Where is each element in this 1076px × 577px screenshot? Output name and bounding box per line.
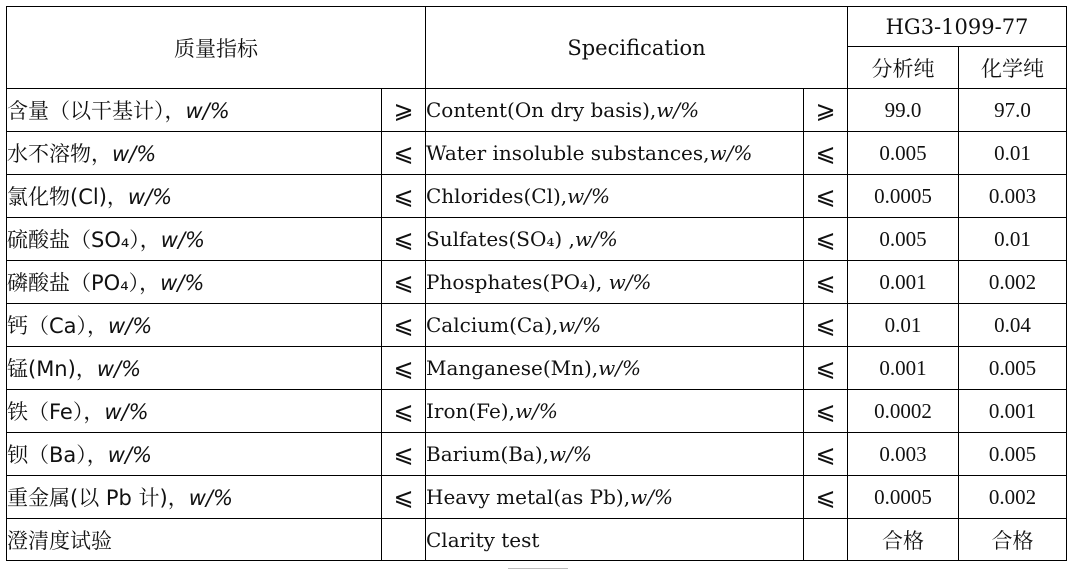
item-name-en: [426, 519, 804, 561]
cell-text: ⩽: [393, 483, 414, 511]
value-chemical-grade: [959, 433, 1067, 476]
cell-text: ⩽: [393, 397, 414, 425]
unit-label: w/%: [188, 486, 233, 510]
comparison-symbol-en: [804, 89, 848, 132]
table-row: [7, 476, 1067, 519]
comparison-symbol-zh: [382, 89, 426, 132]
cell-text: 0.005: [988, 441, 1037, 466]
item-name-zh: [7, 175, 382, 218]
item-name-en: [426, 476, 804, 519]
header-grade-chemical: 化学纯: [959, 47, 1067, 89]
cell-text: 合格: [882, 528, 925, 553]
comparison-symbol-zh: [382, 347, 426, 390]
comparison-symbol-en: [804, 304, 848, 347]
cell-text: ⩽: [815, 440, 836, 468]
header-specification: Specification: [426, 7, 848, 89]
comparison-symbol-en: [804, 132, 848, 175]
unit-label: w/%: [107, 443, 152, 467]
table-row: [7, 519, 1067, 561]
specification-table: [6, 6, 1067, 561]
unit-label: w/%: [108, 314, 153, 338]
comparison-symbol-zh: [382, 175, 426, 218]
item-name-zh: [7, 390, 382, 433]
cell-text: Heavy metal(as Pb),: [426, 485, 631, 509]
value-analytical-grade: [848, 175, 959, 218]
value-chemical-grade: [959, 347, 1067, 390]
unit-label: w/%: [567, 184, 611, 208]
value-analytical-grade: [848, 347, 959, 390]
cell-text: 0.001: [879, 355, 927, 380]
comparison-symbol-en: [804, 433, 848, 476]
unit-label: w/%: [160, 228, 205, 252]
cell-text: ⩽: [815, 397, 836, 425]
comparison-symbol-en: [804, 347, 848, 390]
comparison-symbol-en: [804, 175, 848, 218]
unit-label: w/%: [96, 357, 142, 381]
value-chemical-grade: [959, 261, 1067, 304]
cell-text: ⩽: [815, 139, 836, 167]
value-chemical-grade: [959, 175, 1067, 218]
item-name-en: [426, 175, 804, 218]
item-name-zh: [7, 89, 382, 132]
cell-text: ⩽: [815, 483, 836, 511]
cell-text: 0.003: [879, 441, 927, 466]
cell-text: ⩽: [815, 354, 836, 382]
item-name-en: [426, 390, 804, 433]
cell-text: ⩽: [393, 268, 414, 296]
value-analytical-grade: [848, 390, 959, 433]
comparison-symbol-zh: [382, 304, 426, 347]
comparison-symbol-en: [804, 519, 848, 561]
cell-text: 0.001: [988, 398, 1037, 423]
comparison-symbol-zh: [382, 132, 426, 175]
value-chemical-grade: [959, 519, 1067, 561]
value-analytical-grade: [848, 261, 959, 304]
header-standard: HG3-1099-77: [848, 7, 1067, 47]
cell-text: ⩽: [393, 354, 414, 382]
unit-label: w/%: [656, 98, 700, 122]
value-analytical-grade: [848, 218, 959, 261]
cell-text: 0.01: [994, 226, 1031, 251]
comparison-symbol-zh: [382, 476, 426, 519]
cell-text: 0.002: [988, 269, 1037, 294]
cell-text: ⩽: [393, 182, 414, 210]
comparison-symbol-zh: [382, 519, 426, 561]
value-analytical-grade: [848, 304, 959, 347]
cell-text: 0.003: [988, 183, 1037, 208]
item-name-zh: [7, 132, 382, 175]
cell-text: 0.002: [988, 484, 1037, 509]
cell-text: 0.0005: [874, 183, 932, 208]
value-analytical-grade: [848, 519, 959, 561]
item-name-en: [426, 347, 804, 390]
unit-label: w/%: [574, 227, 618, 251]
cell-text: ⩽: [815, 225, 836, 253]
item-name-en: [426, 132, 804, 175]
table-row: [7, 218, 1067, 261]
cell-text: 钙（Ca），: [7, 314, 109, 338]
cell-text: 0.0005: [874, 484, 932, 509]
value-chemical-grade: [959, 304, 1067, 347]
value-analytical-grade: [848, 433, 959, 476]
comparison-symbol-zh: [382, 390, 426, 433]
item-name-zh: [7, 347, 382, 390]
item-name-en: [426, 261, 804, 304]
cell-text: 氯化物(Cl)，: [7, 185, 128, 209]
item-name-zh: [7, 519, 382, 561]
unit-label: w/%: [160, 271, 205, 295]
unit-label: w/%: [104, 400, 149, 424]
value-chemical-grade: [959, 89, 1067, 132]
cell-text: ⩽: [815, 182, 836, 210]
cell-text: 澄清度试验: [7, 528, 112, 553]
cell-text: ⩾: [393, 96, 414, 124]
unit-label: w/%: [127, 185, 173, 209]
cell-text: 0.005: [988, 355, 1037, 380]
cell-text: 0.005: [879, 226, 927, 251]
value-chemical-grade: [959, 218, 1067, 261]
value-chemical-grade: [959, 390, 1067, 433]
table-row: [7, 304, 1067, 347]
value-analytical-grade: [848, 89, 959, 132]
cell-text: Clarity test: [426, 527, 540, 552]
unit-label: w/%: [185, 99, 230, 123]
table-row: [7, 433, 1067, 476]
cell-text: 合格: [991, 528, 1034, 553]
comparison-symbol-zh: [382, 433, 426, 476]
comparison-symbol-zh: [382, 218, 426, 261]
cell-text: Iron(Fe),: [426, 399, 515, 423]
item-name-en: [426, 304, 804, 347]
cell-text: 重金属(以 Pb 计)，: [7, 486, 189, 510]
item-name-zh: [7, 261, 382, 304]
cell-text: 0.01: [884, 312, 922, 337]
unit-label: w/%: [112, 142, 157, 166]
item-name-en: [426, 218, 804, 261]
table-row: [7, 175, 1067, 218]
cell-text: 磷酸盐（PO₄），: [7, 271, 161, 295]
header-quality-index: 质量指标: [7, 7, 426, 89]
cell-text: ⩾: [815, 96, 836, 124]
cell-text: 0.001: [879, 269, 927, 294]
cell-text: 0.04: [994, 312, 1031, 337]
table-row: [7, 347, 1067, 390]
cell-text: 97.0: [994, 97, 1031, 122]
table-row: [7, 261, 1067, 304]
cell-text: Chlorides(Cl),: [426, 184, 568, 208]
table-row: [7, 132, 1067, 175]
value-analytical-grade: [848, 132, 959, 175]
value-chemical-grade: [959, 476, 1067, 519]
cell-text: 水不溶物，: [7, 142, 112, 166]
comparison-symbol-en: [804, 390, 848, 433]
cell-text: 99.0: [884, 97, 922, 122]
unit-label: w/%: [549, 442, 592, 466]
unit-label: w/%: [514, 399, 558, 423]
cell-text: 钡（Ba），: [7, 443, 108, 467]
item-name-en: [426, 89, 804, 132]
unit-label: w/%: [598, 356, 642, 380]
value-chemical-grade: [959, 132, 1067, 175]
header-grade-analytical: 分析纯: [848, 47, 959, 89]
item-name-en: [426, 433, 804, 476]
cell-text: 0.0002: [874, 398, 932, 423]
unit-label: w/%: [608, 270, 652, 294]
comparison-symbol-en: [804, 261, 848, 304]
cell-text: ⩽: [393, 225, 414, 253]
unit-label: w/%: [558, 313, 602, 337]
table-row: [7, 89, 1067, 132]
cell-text: Water insoluble substances,: [426, 141, 710, 165]
cell-text: Barium(Ba),: [426, 442, 550, 466]
comparison-symbol-en: [804, 218, 848, 261]
value-analytical-grade: [848, 476, 959, 519]
cell-text: ⩽: [815, 311, 836, 339]
unit-label: w/%: [709, 141, 753, 165]
comparison-symbol-en: [804, 476, 848, 519]
cell-text: Sulfates(SO₄) ,: [426, 227, 575, 251]
cell-text: Phosphates(PO₄),: [426, 270, 609, 294]
cell-text: ⩽: [393, 440, 414, 468]
cell-text: 0.01: [994, 140, 1031, 165]
cell-text: 含量（以干基计），: [7, 99, 186, 123]
unit-label: w/%: [630, 485, 673, 509]
cell-text: Manganese(Mn),: [426, 356, 599, 380]
cell-text: 锰(Mn)，: [7, 357, 97, 381]
item-name-zh: [7, 218, 382, 261]
cell-text: Calcium(Ca),: [426, 313, 559, 337]
item-name-zh: [7, 476, 382, 519]
cell-text: 0.005: [879, 140, 927, 165]
cell-text: ⩽: [815, 268, 836, 296]
comparison-symbol-zh: [382, 261, 426, 304]
cell-text: 铁（Fe），: [7, 400, 105, 424]
table-row: [7, 390, 1067, 433]
cell-text: 硫酸盐（SO₄），: [7, 228, 161, 252]
cell-text: ⩽: [393, 311, 414, 339]
item-name-zh: [7, 304, 382, 347]
cell-text: Content(On dry basis),: [426, 98, 657, 122]
item-name-zh: [7, 433, 382, 476]
cell-text: ⩽: [393, 139, 414, 167]
